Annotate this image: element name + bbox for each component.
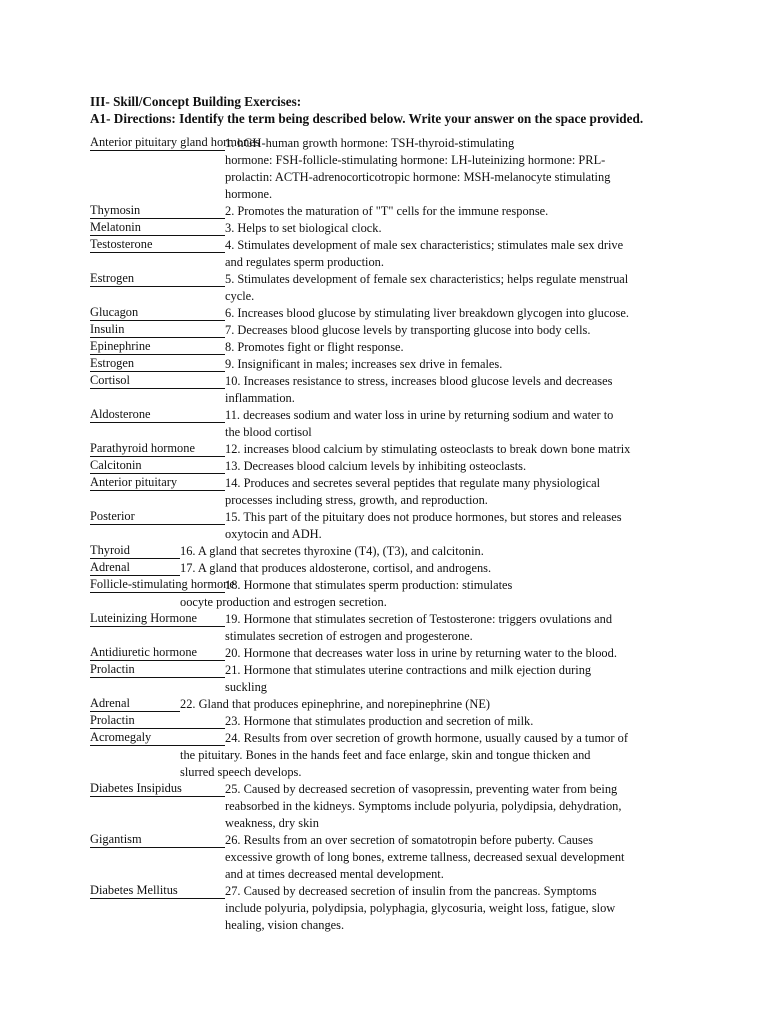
answer-blank[interactable] <box>90 663 225 678</box>
answer-text: Cortisol <box>90 373 130 387</box>
list-item <box>90 509 690 543</box>
answer-blank[interactable] <box>90 476 225 491</box>
list-item <box>90 356 690 373</box>
description <box>225 220 690 237</box>
worksheet <box>90 93 690 934</box>
description-line: cycle. <box>225 289 255 303</box>
description <box>225 339 690 356</box>
list-item <box>90 781 690 832</box>
answer-blank[interactable] <box>90 697 180 712</box>
description <box>225 781 690 832</box>
description-line: 13. Decreases blood calcium levels by inhibiting osteoclasts. <box>225 459 527 473</box>
answer-text: Anterior pituitary <box>90 475 178 489</box>
description-line: hormone. <box>225 187 273 201</box>
list-item <box>90 475 690 509</box>
description <box>225 135 690 203</box>
answer-text: Anterior pituitary gland hormones <box>90 135 260 149</box>
description-line: 1. hGH-human growth hormone: TSH-thyroid-stimulating <box>225 136 515 150</box>
description <box>225 832 690 883</box>
list-item <box>90 662 690 696</box>
description-line: 8. Promotes fight or flight response. <box>225 340 404 354</box>
answer-blank[interactable] <box>90 238 225 253</box>
directions-heading: A1- Directions: Identify the term being described below. Write your answer on the space provided. <box>90 111 644 126</box>
answer-text: Prolactin <box>90 713 135 727</box>
list-item <box>90 611 690 645</box>
description-line: suckling <box>225 680 267 694</box>
answer-text: Thyroid <box>90 543 130 557</box>
description <box>225 577 690 594</box>
answer-blank[interactable] <box>90 204 225 219</box>
list-item <box>90 339 690 356</box>
description-line: 5. Stimulates development of female sex characteristics; helps regulate menstrual <box>225 272 629 286</box>
description-line: stimulates secretion of estrogen and progesterone. <box>225 629 473 643</box>
answer-blank[interactable] <box>90 221 225 236</box>
answer-blank[interactable] <box>90 408 225 423</box>
description <box>225 713 690 730</box>
answer-blank[interactable] <box>90 340 225 355</box>
answer-text: Melatonin <box>90 220 141 234</box>
list-item <box>90 407 690 441</box>
answer-text: Luteinizing Hormone <box>90 611 198 625</box>
answer-blank[interactable] <box>90 459 225 474</box>
answer-blank[interactable] <box>90 646 225 661</box>
description-line: 15. This part of the pituitary does not produce hormones, but stores and releases <box>225 510 622 524</box>
description <box>180 560 690 577</box>
description-line: 12. increases blood calcium by stimulating osteoclasts to break down bone matrix <box>225 442 631 456</box>
answer-blank[interactable] <box>90 135 260 151</box>
answer-text: Parathyroid hormone <box>90 441 195 455</box>
answer-blank[interactable] <box>90 833 225 848</box>
description-line: processes including stress, growth, and reproduction. <box>225 493 488 507</box>
description-line: 4. Stimulates development of male sex characteristics; stimulates male sex drive <box>225 238 624 252</box>
description <box>225 458 690 475</box>
description-line: 3. Helps to set biological clock. <box>225 221 382 235</box>
list-item <box>90 441 690 458</box>
description <box>225 645 690 662</box>
answer-text: Estrogen <box>90 271 135 285</box>
description-line: prolactin: ACTH-adrenocorticotropic hormone: MSH-melanocyte stimulating <box>225 170 611 184</box>
description-line: 9. Insignificant in males; increases sex drive in females. <box>225 357 503 371</box>
description-line: healing, vision changes. <box>225 918 345 932</box>
description-line: 2. Promotes the maturation of "T" cells for the immune response. <box>225 204 549 218</box>
description-line: the pituitary. Bones in the hands feet and face enlarge, skin and tongue thicken and <box>180 748 591 762</box>
list-item <box>90 832 690 883</box>
answer-blank[interactable] <box>90 714 225 729</box>
answer-blank[interactable] <box>90 442 225 457</box>
description-line: 7. Decreases blood glucose levels by transporting glucose into body cells. <box>225 323 591 337</box>
description-line: 17. A gland that produces aldosterone, cortisol, and androgens. <box>180 561 492 575</box>
description-line: 25. Caused by decreased secretion of vasopressin, preventing water from being <box>225 782 618 796</box>
description <box>225 356 690 373</box>
answer-text: Testosterone <box>90 237 153 251</box>
answer-text: Epinephrine <box>90 339 151 353</box>
list-item <box>90 577 690 611</box>
description <box>225 203 690 220</box>
description-line: 18. Hormone that stimulates sperm production: stimulates <box>225 578 513 592</box>
description-line: 24. Results from over secretion of growth hormone, usually caused by a tumor of <box>225 731 628 745</box>
answer-text: Prolactin <box>90 662 135 676</box>
answer-text: Diabetes Insipidus <box>90 781 182 795</box>
description-line: oxytocin and ADH. <box>225 527 322 541</box>
description-line: hormone: FSH-follicle-stimulating hormone: LH-luteinizing hormone: PRL- <box>225 153 606 167</box>
description-line: 26. Results from an over secretion of somatotropin before puberty. Causes <box>225 833 594 847</box>
list-item <box>90 203 690 220</box>
description-line: reabsorbed in the kidneys. Symptoms include polyuria, polydipsia, dehydration, <box>225 799 622 813</box>
description-line: inflammation. <box>225 391 295 405</box>
answer-blank[interactable] <box>90 731 225 746</box>
description-line: 22. Gland that produces epinephrine, and norepinephrine (NE) <box>180 697 491 711</box>
answer-text: Estrogen <box>90 356 135 370</box>
answer-text: Aldosterone <box>90 407 151 421</box>
list-item <box>90 543 690 560</box>
description <box>225 509 690 543</box>
description-line: 19. Hormone that stimulates secretion of Testosterone: triggers ovulations and <box>225 612 613 626</box>
description <box>225 305 690 322</box>
description <box>225 883 690 934</box>
description-line: 10. Increases resistance to stress, increases blood glucose levels and decreases <box>225 374 613 388</box>
answer-text: Calcitonin <box>90 458 142 472</box>
description-line: excessive growth of long bones, extreme tallness, decreased sexual development <box>225 850 625 864</box>
description-line: 21. Hormone that stimulates uterine contractions and milk ejection during <box>225 663 592 677</box>
description-line: 23. Hormone that stimulates production and secretion of milk. <box>225 714 534 728</box>
description-line: 6. Increases blood glucose by stimulating liver breakdown glycogen into glucose. <box>225 306 629 320</box>
list-item <box>90 645 690 662</box>
description-line: 16. A gland that secretes thyroxine (T4), (T3), and calcitonin. <box>180 544 484 558</box>
description <box>225 662 690 696</box>
list-item <box>90 237 690 271</box>
description-line: and regulates sperm production. <box>225 255 384 269</box>
answer-blank[interactable] <box>90 323 225 338</box>
description <box>225 271 690 305</box>
answer-text: Thymosin <box>90 203 141 217</box>
answer-blank[interactable] <box>90 577 235 593</box>
list-item <box>90 220 690 237</box>
answer-blank[interactable] <box>90 510 225 525</box>
answer-text: Diabetes Mellitus <box>90 883 178 897</box>
list-item <box>90 883 690 934</box>
answer-list <box>90 135 690 934</box>
answer-text: Follicle-stimulating hormone <box>90 577 235 591</box>
section-heading: III- Skill/Concept Building Exercises: <box>90 94 302 109</box>
description <box>225 237 690 271</box>
description-line: oocyte production and estrogen secretion. <box>180 595 387 609</box>
answer-blank[interactable] <box>90 272 225 287</box>
answer-text: Insulin <box>90 322 125 336</box>
answer-blank[interactable] <box>90 884 225 899</box>
description <box>225 441 690 458</box>
description <box>225 475 690 509</box>
answer-text: Gigantism <box>90 832 142 846</box>
list-item <box>90 305 690 322</box>
description-line: 27. Caused by decreased secretion of insulin from the pancreas. Symptoms <box>225 884 597 898</box>
description <box>225 611 690 645</box>
description-line: 11. decreases sodium and water loss in urine by returning sodium and water to <box>225 408 614 422</box>
description-line: include polyuria, polydipsia, polyphagia, glycosuria, weight loss, fatigue, slow <box>225 901 616 915</box>
list-item <box>90 560 690 577</box>
description-line: and at times decreased mental development. <box>225 867 444 881</box>
description-line: 20. Hormone that decreases water loss in urine by returning water to the blood. <box>225 646 617 660</box>
description-line: 14. Produces and secretes several peptides that regulate many physiological <box>225 476 601 490</box>
answer-text: Adrenal <box>90 560 130 574</box>
answer-blank[interactable] <box>90 561 180 576</box>
description-line: the blood cortisol <box>225 425 312 439</box>
answer-text: Acromegaly <box>90 730 152 744</box>
answer-text: Adrenal <box>90 696 130 710</box>
list-item <box>90 135 690 203</box>
list-item <box>90 271 690 305</box>
answer-blank[interactable] <box>90 306 225 321</box>
description <box>225 322 690 339</box>
description <box>225 407 690 441</box>
list-item <box>90 713 690 730</box>
description <box>225 373 690 407</box>
answer-blank[interactable] <box>90 782 225 797</box>
list-item <box>90 696 690 713</box>
list-item <box>90 322 690 339</box>
answer-blank[interactable] <box>90 544 180 559</box>
description <box>225 730 690 747</box>
answer-blank[interactable] <box>90 357 225 372</box>
answer-blank[interactable] <box>90 374 225 389</box>
description <box>180 696 690 713</box>
description <box>180 543 690 560</box>
list-item <box>90 458 690 475</box>
description-line: slurred speech develops. <box>180 765 302 779</box>
description-line: weakness, dry skin <box>225 816 319 830</box>
answer-text: Posterior <box>90 509 135 523</box>
list-item <box>90 730 690 781</box>
answer-blank[interactable] <box>90 612 225 627</box>
list-item <box>90 373 690 407</box>
answer-text: Glucagon <box>90 305 139 319</box>
answer-text: Antidiuretic hormone <box>90 645 198 659</box>
